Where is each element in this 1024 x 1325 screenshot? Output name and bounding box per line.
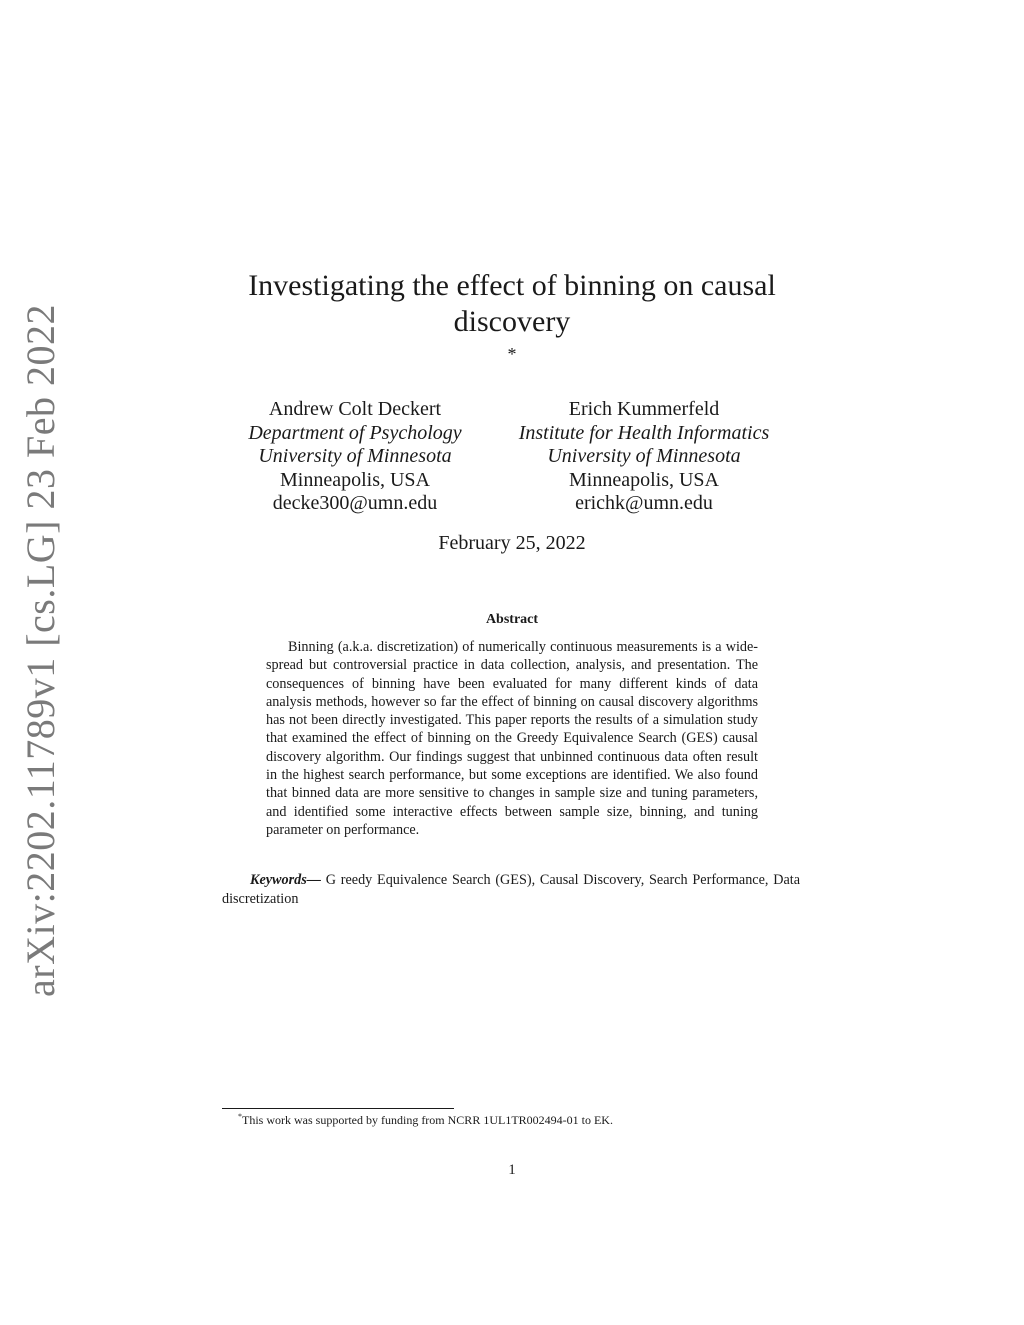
footnote-text: This work was supported by funding from NCRR 1UL1TR002494-01 to EK. bbox=[242, 1113, 613, 1127]
author-block-2 bbox=[494, 398, 794, 516]
author-department: Institute for Health Informatics bbox=[518, 421, 770, 444]
author-name: Erich Kummerfeld bbox=[568, 398, 720, 420]
keywords-text: G reedy Equivalence Search (GES), Causal Discovery, Search Performance, Data discretization bbox=[222, 872, 800, 907]
author-university: University of Minnesota bbox=[547, 445, 741, 467]
keywords-label: Keywords— bbox=[250, 872, 321, 888]
author-email: decke300@umn.edu bbox=[272, 492, 438, 514]
author-block-1 bbox=[225, 398, 485, 516]
author-department: Department of Psychology bbox=[248, 421, 462, 444]
footnote-mark: * bbox=[238, 1112, 242, 1121]
arxiv-identifier-text: arXiv:2202.11789v1 [cs.LG] 23 Feb 2022 bbox=[17, 303, 63, 997]
author-university: University of Minnesota bbox=[258, 445, 452, 467]
page-number: 1 bbox=[508, 1162, 516, 1178]
publication-date: February 25, 2022 bbox=[438, 532, 586, 554]
abstract-body: Binning (a.k.a. discretization) of numerically continuous measurements is a wide-spread but controversial practice in data collection, analysis, and presentation. The consequences of binning have been evaluated for many different kinds of data analysis methods, however so far the effect of binning on causal discovery algorithms has not been directly investigated. This paper reports the results of a simulation study that examined the effect of binning on the Greedy Equivalence Search (GES) causal discovery algorithm. Our findings suggest that unbinned continuous data often result in the highest search performance, but some exceptions are identified. We also found that binned data are more sensitive to changes in sample size and tuning parameters, and identified some interactive effects between sample size, binning, and tuning parameter on performance. bbox=[266, 639, 758, 838]
footnote bbox=[238, 1112, 838, 1128]
author-location: Minneapolis, USA bbox=[280, 468, 430, 491]
footnote-rule bbox=[222, 1108, 454, 1109]
paper-title: Investigating the effect of binning on causal discovery bbox=[248, 269, 776, 338]
author-name: Andrew Colt Deckert bbox=[268, 398, 442, 420]
abstract-heading: Abstract bbox=[485, 612, 539, 627]
title-footnote-mark: * bbox=[507, 344, 517, 364]
keywords-paragraph bbox=[222, 871, 800, 909]
arxiv-identifier-stamp bbox=[8, 303, 72, 997]
author-email: erichk@umn.edu bbox=[575, 492, 713, 514]
author-location: Minneapolis, USA bbox=[569, 468, 719, 491]
